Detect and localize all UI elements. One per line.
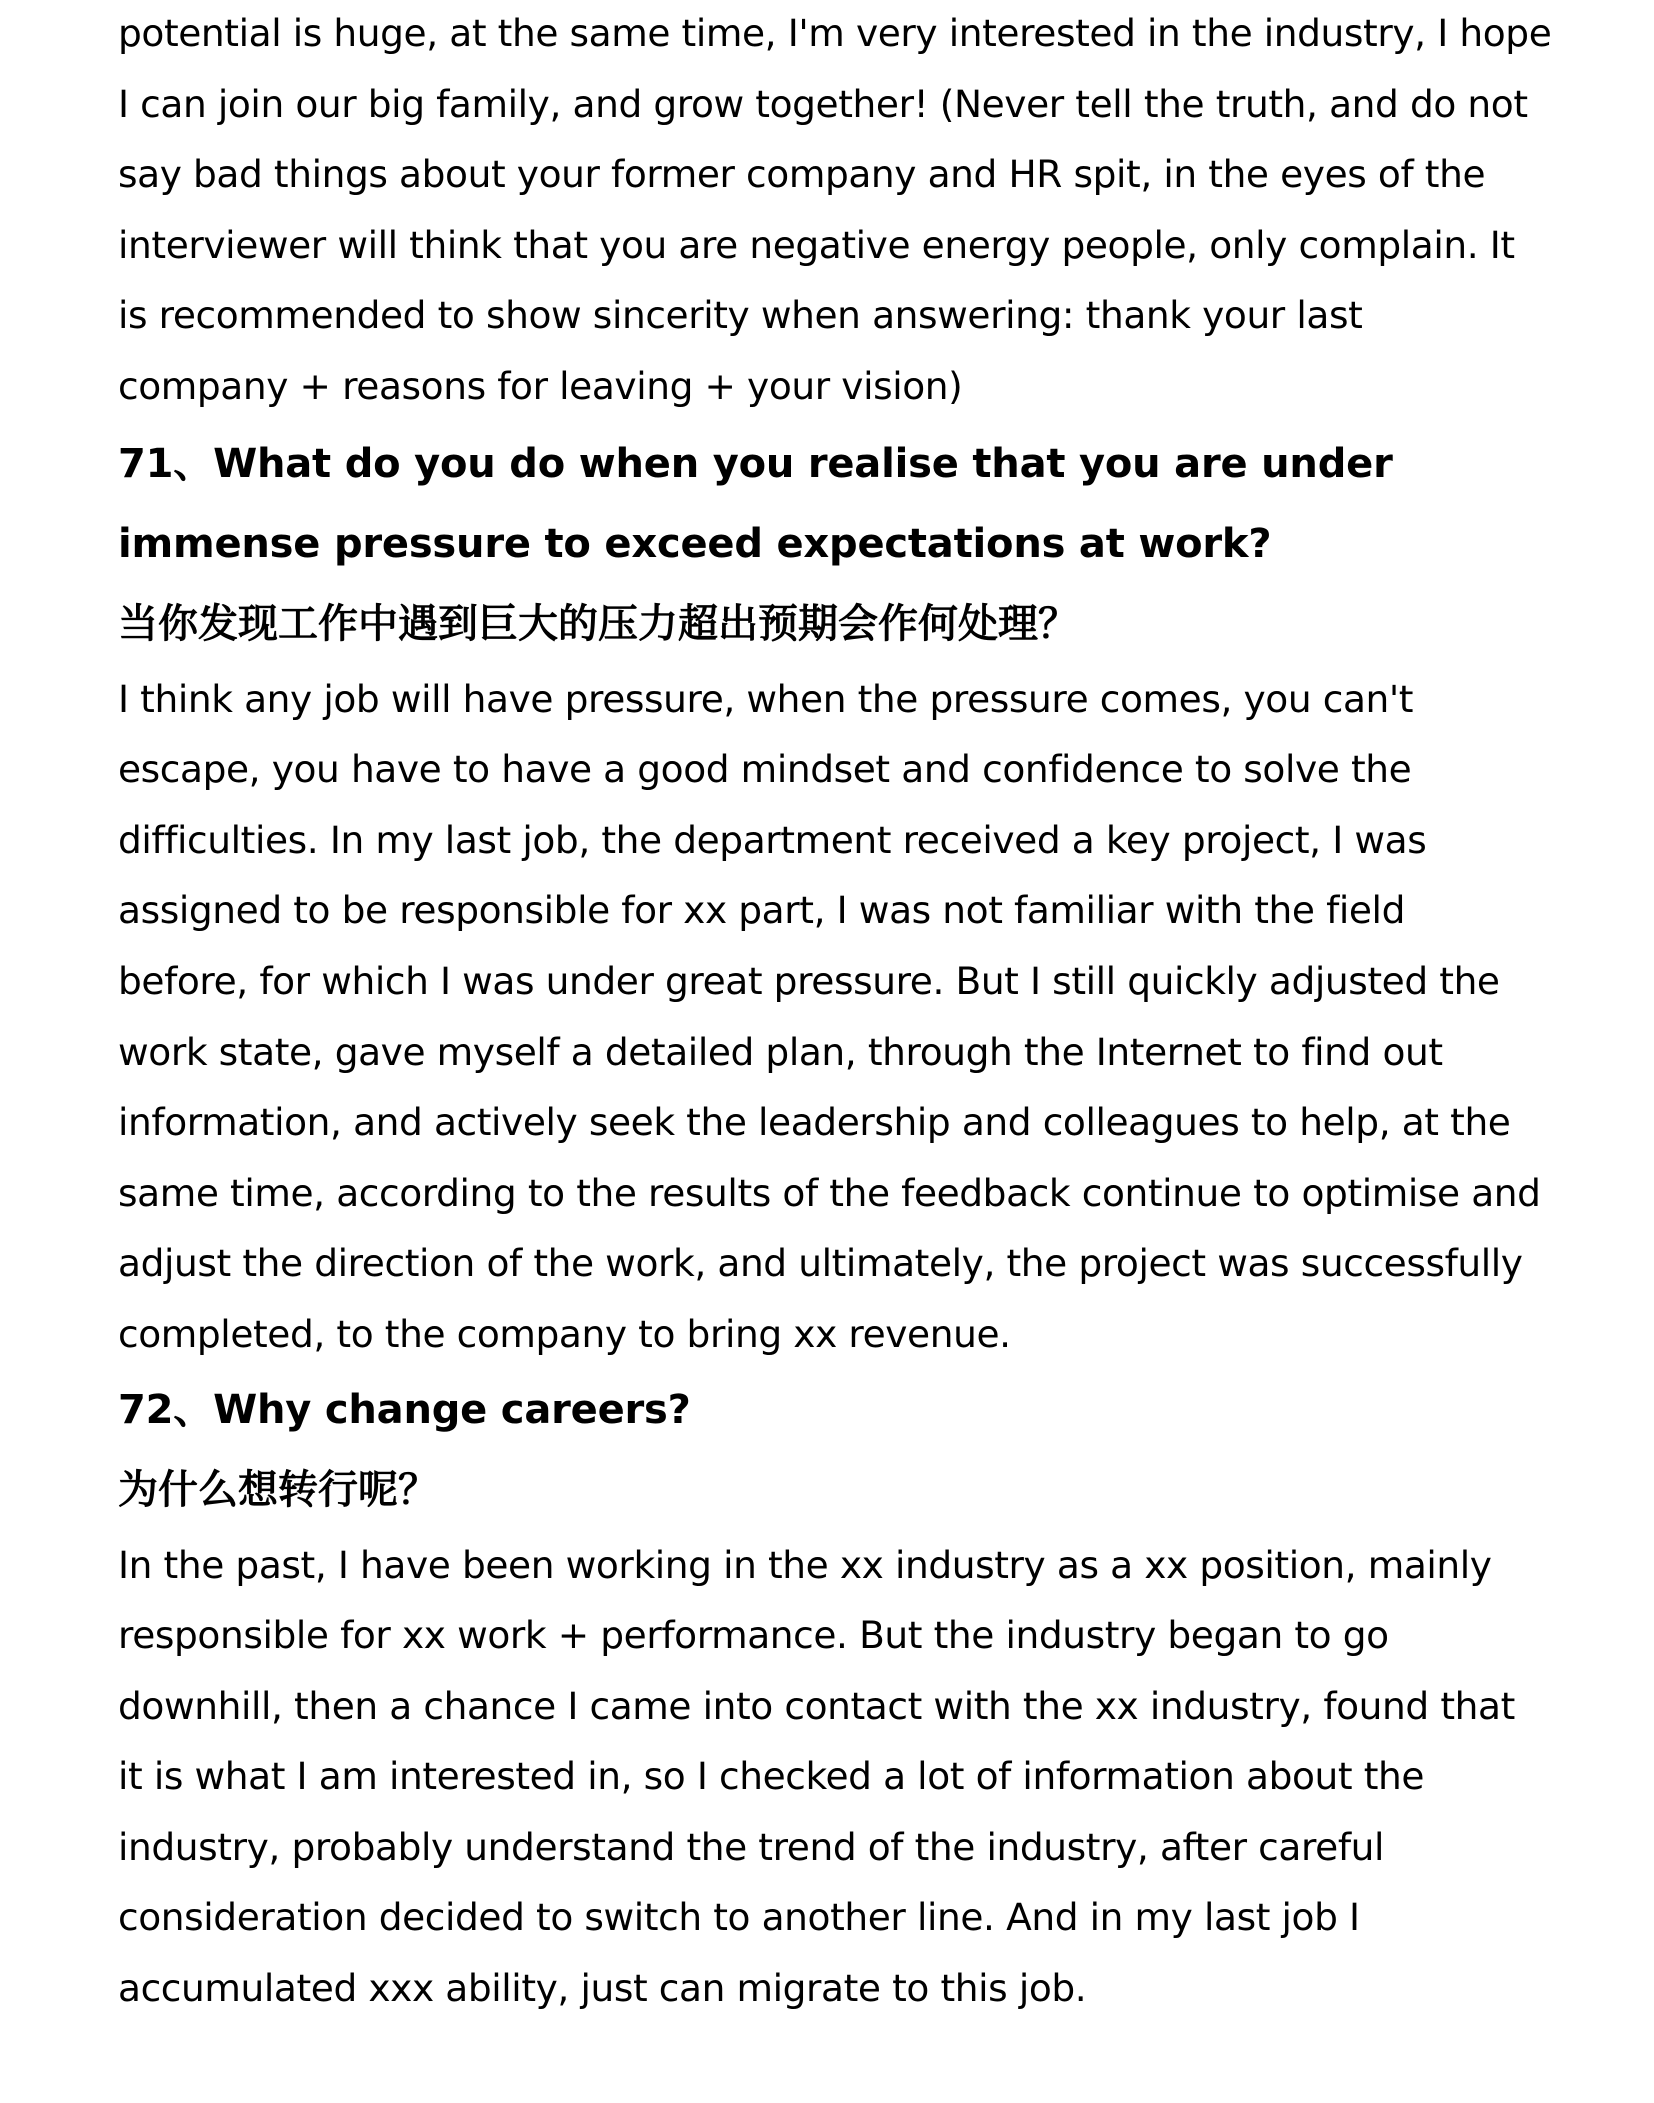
- paragraph-line: difficulties. In my last job, the department received a key project, I was: [118, 817, 1427, 862]
- paragraph-line: say bad things about your former company and HR spit, in the eyes of the: [118, 152, 1486, 197]
- paragraph-line: interviewer will think that you are negative energy people, only complain. It: [118, 222, 1515, 267]
- question-71-heading: [118, 424, 1548, 584]
- paragraph-line: escape, you have to have a good mindset and confidence to solve the: [118, 747, 1412, 792]
- paragraph-line: is recommended to show sincerity when answering: thank your last: [118, 293, 1363, 338]
- paragraph-line: same time, according to the results of the feedback continue to optimise and: [118, 1170, 1541, 1215]
- paragraph-line: before, for which I was under great pressure. But I still quickly adjusted the: [118, 958, 1500, 1003]
- paragraph-line: consideration decided to switch to another line. And in my last job I: [118, 1895, 1360, 1940]
- document-page: [118, 0, 1552, 2024]
- paragraph-line: downhill, then a chance I came into contact with the xx industry, found that: [118, 1683, 1515, 1728]
- heading-line: 71、What do you do when you realise that you are under: [118, 440, 1393, 487]
- question-72-heading: [118, 1370, 1548, 1450]
- answer-71-paragraph: [118, 664, 1548, 1370]
- paragraph-line: I think any job will have pressure, when the pressure comes, you can't: [118, 676, 1414, 721]
- question-71-chinese-heading: 当你发现工作中遇到巨大的压力超出预期会作何处理？: [118, 600, 1078, 647]
- paragraph-line: responsible for xx work + performance. But the industry began to go: [118, 1613, 1389, 1658]
- intro-paragraph: [118, 0, 1552, 422]
- paragraph-line: industry, probably understand the trend of the industry, after careful: [118, 1824, 1385, 1869]
- paragraph-line: completed, to the company to bring xx revenue.: [118, 1311, 1011, 1356]
- paragraph-line: accumulated xxx ability, just can migrate to this job.: [118, 1966, 1087, 2011]
- heading-line: 72、Why change careers?: [118, 1386, 691, 1433]
- paragraph-line: In the past, I have been working in the xx industry as a xx position, mainly: [118, 1542, 1492, 1587]
- question-72-chinese-heading: 为什么想转行呢？: [118, 1466, 438, 1513]
- paragraph-line: it is what I am interested in, so I checked a lot of information about the: [118, 1754, 1425, 1799]
- paragraph-line: I can join our big family, and grow together! (Never tell the truth, and do not: [118, 81, 1528, 126]
- paragraph-line: potential is huge, at the same time, I'm very interested in the industry, I hope: [118, 11, 1552, 55]
- paragraph-line: assigned to be responsible for xx part, I was not familiar with the field: [118, 888, 1405, 933]
- paragraph-line: company + reasons for leaving + your vision): [118, 363, 963, 408]
- paragraph-line: information, and actively seek the leadership and colleagues to help, at the: [118, 1100, 1511, 1145]
- answer-72-paragraph: [118, 1530, 1548, 2024]
- paragraph-line: adjust the direction of the work, and ultimately, the project was successfully: [118, 1241, 1523, 1286]
- paragraph-line: work state, gave myself a detailed plan, through the Internet to find out: [118, 1029, 1443, 1074]
- heading-line: immense pressure to exceed expectations at work?: [118, 520, 1272, 567]
